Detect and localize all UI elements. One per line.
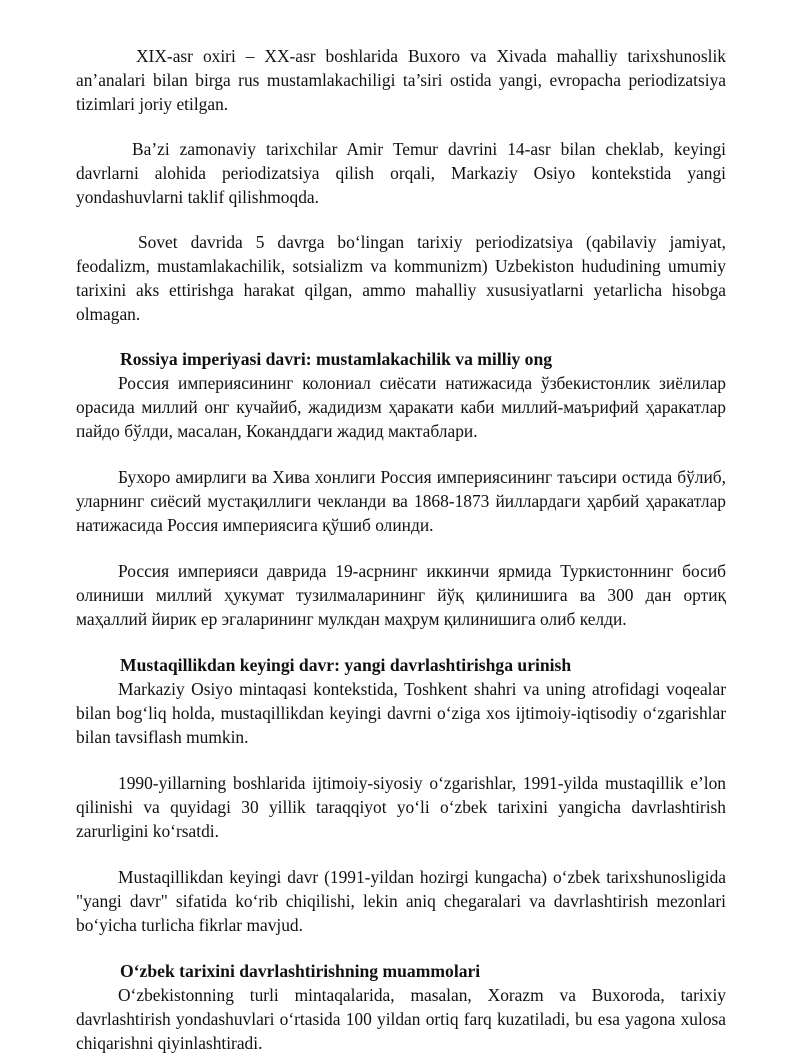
section-heading: Mustaqillikdan keyingi davr: yangi davrlashtirishga urinish [120,655,572,675]
paragraph: Markaziy Osiyo mintaqasi kontekstida, Toshkent shahri va uning atrofidagi voqealar bilan bog‘liq holda, mustaqillikdan keyingi davrni o‘ziga xos ijtimoiy-iqtisodiy o‘zgarishlar bilan tavsiflash mumkin. [76,679,726,747]
section-heading: O‘zbek tarixini davrlashtirishning muammolari [120,961,481,981]
paragraph: Ba’zi zamonaviy tarixchilar Amir Temur davrini 14-asr bilan cheklab, keyingi davrlarni alohida periodizatsiya qilish orqali, Markaziy Osiyo kontekstida yangi yondashuvlarni taklif qilishmoqda. [76,139,726,207]
paragraph: 1990-yillarning boshlarida ijtimoiy-siyosiy o‘zgarishlar, 1991-yilda mustaqillik e’lon qilinishi va quyidagi 30 yillik taraqqiyot yo‘li o‘zbek tarixini yangicha davrlashtirish zarurligini ko‘rsatdi. [76,773,726,841]
paragraph: O‘zbekistonning turli mintaqalarida, masalan, Xorazm va Buxoroda, tarixiy davrlashtirish yondashuvlari o‘rtasida 100 yildan ortiq farq kuzatiladi, bu esa yagona xulosa chiqarishni qiyinlashtiradi. [76,985,726,1053]
paragraph: Бухоро амирлиги ва Хива хонлиги Россия империясининг таъсири остида бўлиб, уларнинг сиёсий мустақиллиги чекланди ва 1868-1873 йиллардаги ҳарбий ҳаракатлар натижасида Россия империясига қўшиб олинди. [76,467,726,535]
paragraph: Россия империяси даврида 19-асрнинг иккинчи ярмида Туркистоннинг босиб олиниши миллий ҳукумат тузилмаларининг йўқ қилинишига ва 300 дан ортиқ маҳаллий йирик ер эгаларининг мулкдан маҳрум қилинишига олиб келди. [76,561,726,629]
paragraph: Sovet davrida 5 davrga bo‘lingan tarixiy periodizatsiya (qabilaviy jamiyat, feodalizm, mustamlakachilik, sotsializm va kommunizm) Uzbekiston hududining umumiy tarixini aks ettirishga harakat qilgan, ammo mahalliy xususiyatlarni yetarlicha hisobga olmagan. [76,232,726,324]
paragraph: Россия империясининг колониал сиёсати натижасида ўзбекистонлик зиёлилар орасида миллий онг кучайиб, жадидизм ҳаракати каби миллий-маърифий ҳаракатлар пайдо бўлди, масалан, Коканддаги жадид мактаблари. [76,373,726,441]
section-heading: Rossiya imperiyasi davri: mustamlakachilik va milliy ong [120,349,553,369]
paragraph: XIX-asr oxiri – XX-asr boshlarida Buxoro va Xivada mahalliy tarixshunoslik an’analari bilan birga rus mustamlakachiligi ta’siri ostida yangi, evropacha periodizatsiya tizimlari joriy etilgan. [76,46,726,114]
paragraph: Mustaqillikdan keyingi davr (1991-yildan hozirgi kungacha) o‘zbek tarixshunosligida "yangi davr" sifatida ko‘rib chiqilishi, lekin aniq chegaralari va davrlashtirish mezonlari bo‘yicha turlicha fikrlar mavjud. [76,867,726,935]
document-page [76,44,726,1055]
